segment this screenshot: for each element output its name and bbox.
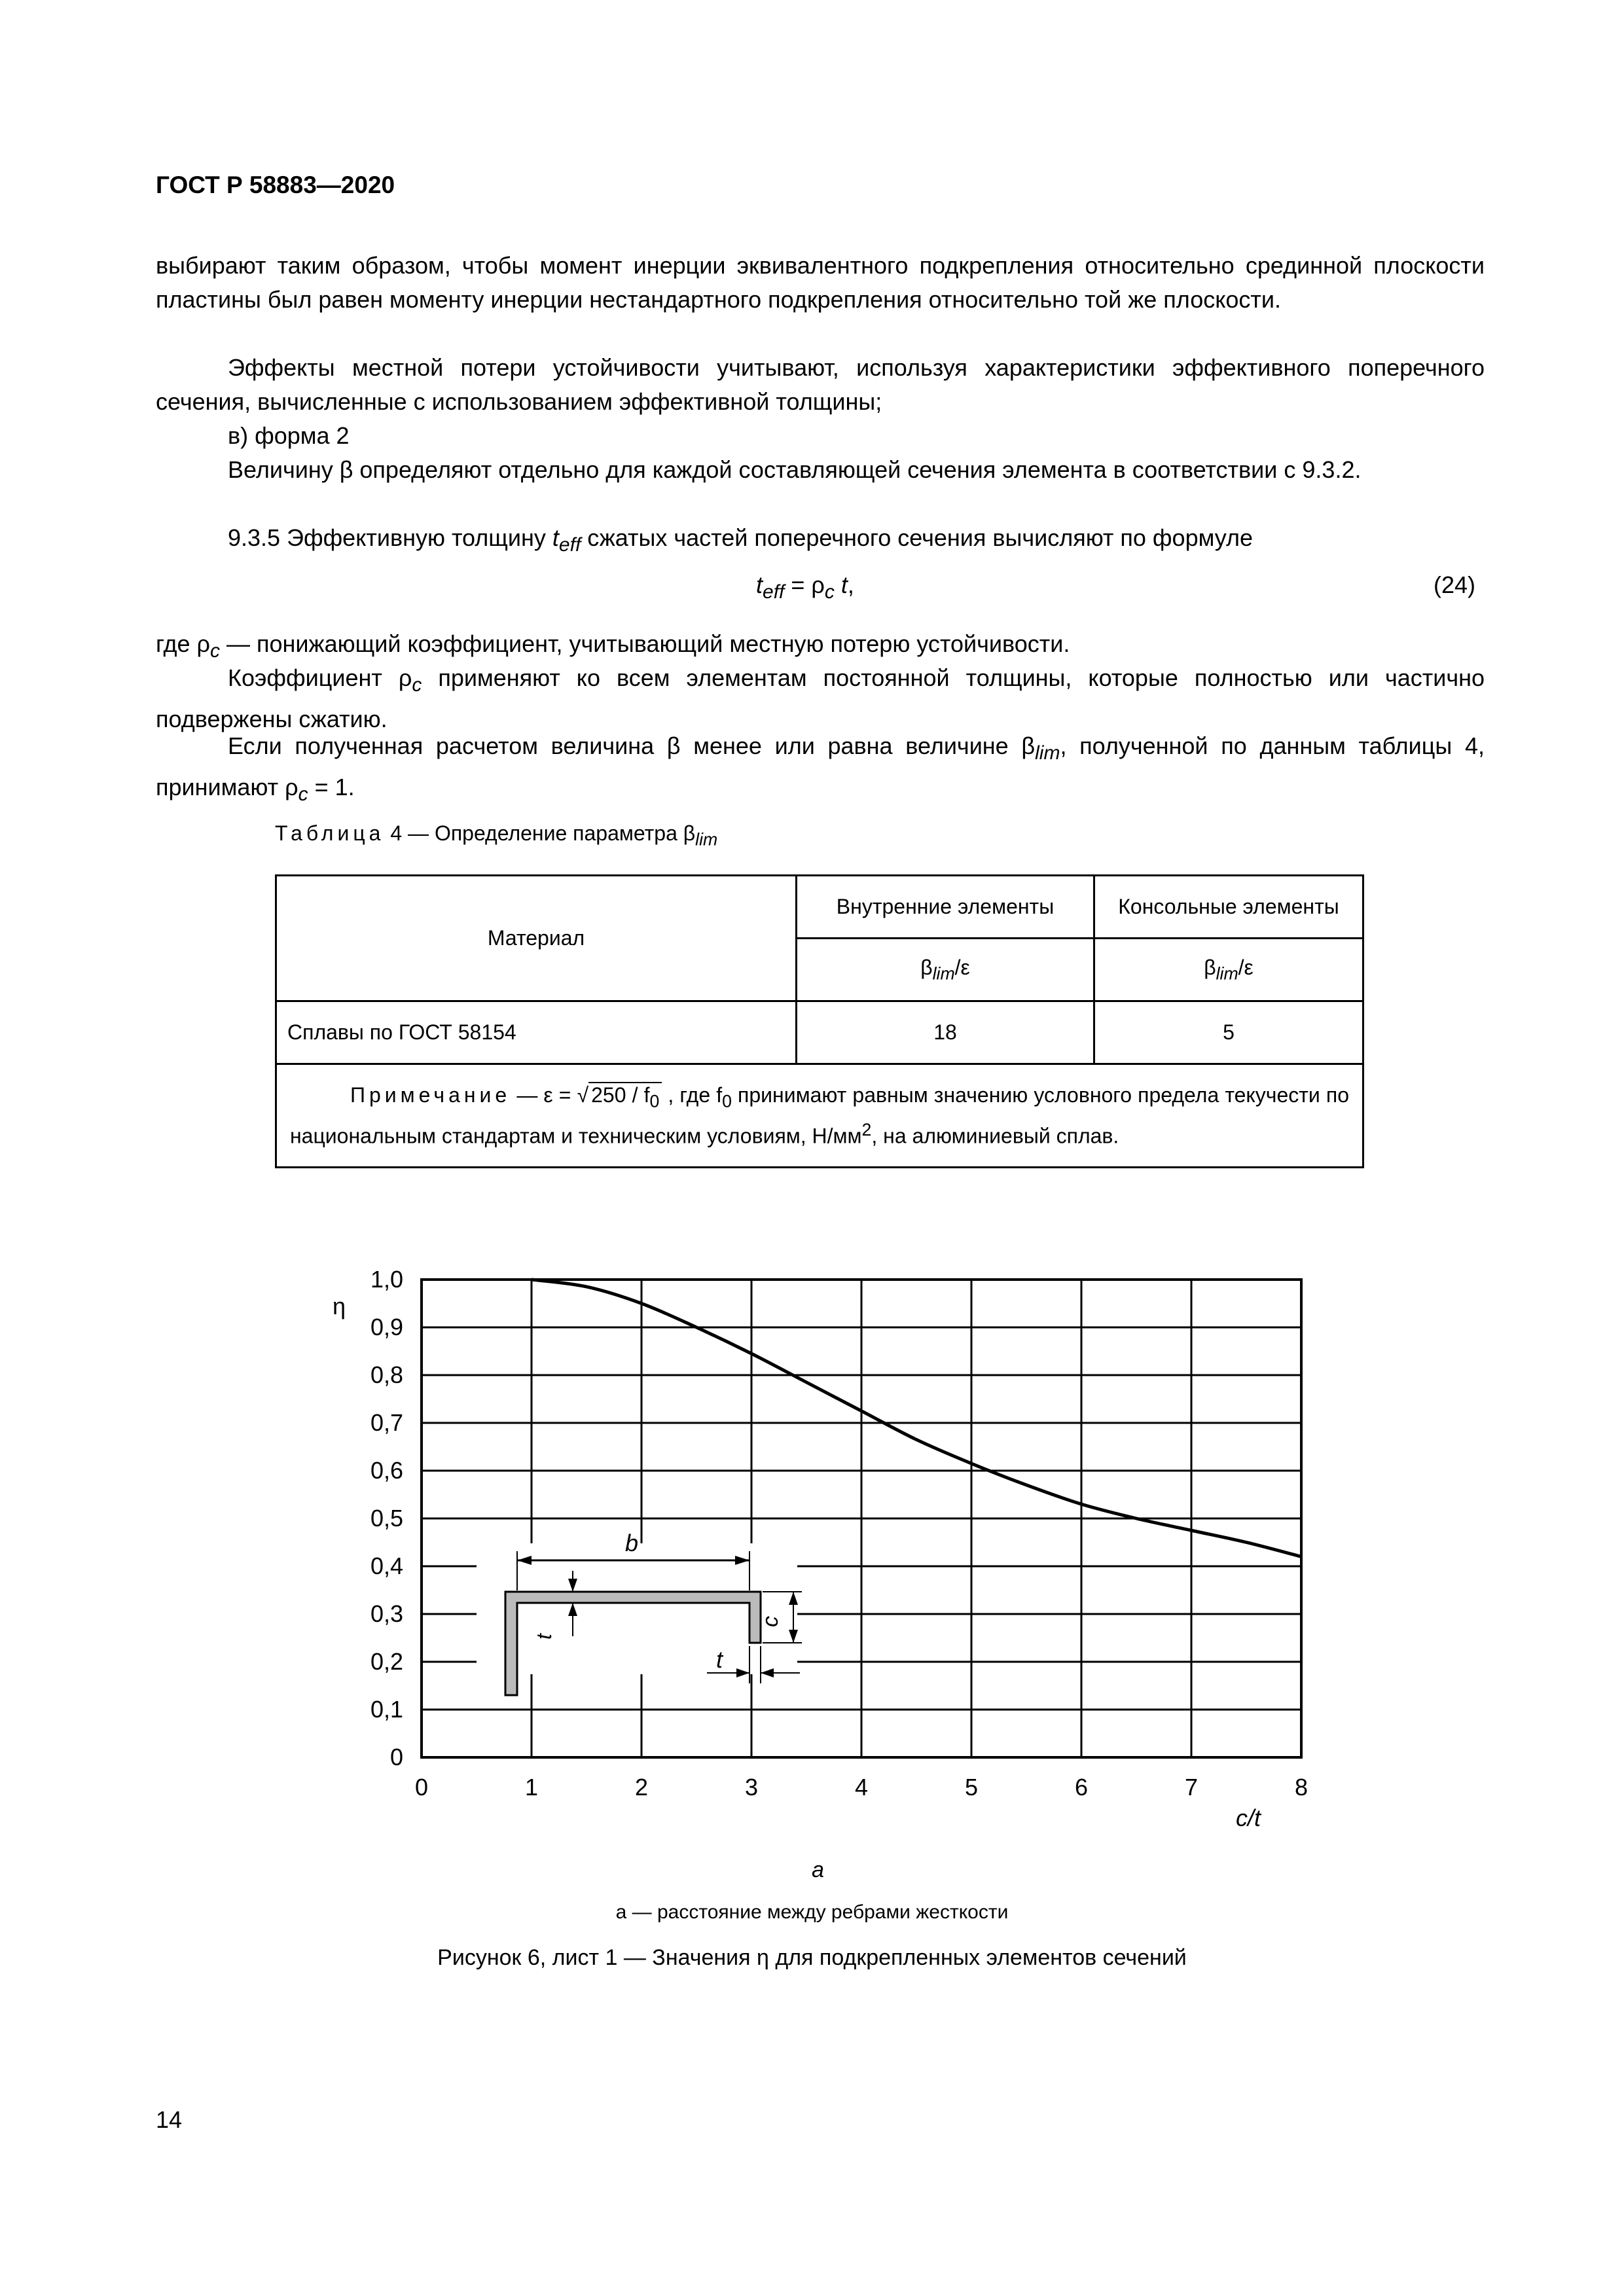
y-tick-label: 0,8 [370, 1361, 403, 1388]
page-number: 14 [156, 2106, 183, 2133]
equation-number: (24) [1434, 571, 1476, 598]
dim-label-t-left: t [532, 1634, 556, 1640]
table-caption: Таблица 4 — Определение параметра $\beta_{lim}$ [275, 821, 718, 850]
x-tick-label: 7 [1184, 1774, 1199, 1801]
paragraph-8: Если полученная расчетом величина β менее или равна величине $\beta_{lim}$, полученной по данным таблицы 4, принимают $\rho_c = 1$. [156, 732, 1485, 806]
cell-material: Сплавы по ГОСТ 58154 [276, 1001, 797, 1064]
y-tick-label: 1,0 [370, 1266, 403, 1293]
formula-24: $t_{eff} = \rho_c$ t, [756, 571, 854, 603]
figure-caption: Рисунок 6, лист 1 — Значения η для подкрепленных элементов сечений [437, 1945, 1187, 1970]
series-line-eta [532, 1280, 1301, 1556]
y-tick-label: 0,9 [370, 1314, 403, 1340]
dim-label-c: c [758, 1616, 783, 1627]
figure-sublabel: а [812, 1857, 824, 1882]
cell-console: 5 [1094, 1001, 1363, 1064]
figure-legend: а — расстояние между ребрами жесткости [615, 1901, 1009, 1923]
x-tick-label: 0 [414, 1774, 429, 1801]
table-note: Примечание — ε = √ $250 / f_0$ , где $f_0$ принимают равным значению условного предела текучести по национальным стандартам и техническим условиям, $Н/мм^2$, на алюминиевый сплав. [276, 1064, 1363, 1168]
header-material: Материал [276, 876, 797, 1001]
x-tick-label: 2 [634, 1774, 649, 1801]
dim-label-b: b [625, 1530, 639, 1556]
x-tick-label: 5 [964, 1774, 979, 1801]
subheader-internal: $\beta_{lim}/\varepsilon$ [797, 939, 1094, 1001]
chart-grid [422, 1280, 1301, 1757]
dim-label-t-right: t [716, 1646, 723, 1673]
y-tick-label: 0,2 [370, 1648, 403, 1675]
document-header: ГОСТ Р 58883—2020 [156, 171, 395, 198]
subheader-console: $\beta_{lim}/\varepsilon$ [1094, 939, 1363, 1001]
y-tick-label: 0,6 [370, 1457, 403, 1484]
paragraph-3: в) форма 2 [228, 422, 350, 449]
paragraph-2: Эффекты местной потери устойчивости учитывают, используя характеристики эффективного поперечного сечения, вычисленные с использованием эффективной толщины; [156, 354, 1485, 415]
y-tick-label: 0,7 [370, 1409, 403, 1436]
y-tick-label: 0,1 [370, 1696, 403, 1723]
x-tick-label: 1 [524, 1774, 539, 1801]
paragraph-4: Величину β определяют отдельно для каждой составляющей сечения элемента в соответствии с 9.3.2. [228, 456, 1362, 483]
x-axis-label: c/t [1236, 1804, 1261, 1831]
x-tick-label: 8 [1294, 1774, 1308, 1801]
paragraph-7: Коэффициент $\rho_c$ применяют ко всем элементам постоянной толщины, которые полностью или частично подвержены сжатию. [156, 664, 1485, 733]
x-tick-label: 4 [854, 1774, 869, 1801]
paragraph-1: выбирают таким образом, чтобы момент инерции эквивалентного подкрепления относительно срединной плоскости пластины был равен моменту инерции нестандартного подкрепления относительно той же плоскости. [156, 252, 1485, 313]
y-tick-label: 0,4 [370, 1552, 403, 1579]
header-console: Консольные элементы [1094, 876, 1363, 939]
y-tick-label: 0,5 [370, 1505, 403, 1532]
paragraph-5: 9.3.5 Эффективную толщину $t_{eff}$ сжатых частей поперечного сечения вычисляют по формуле [228, 524, 1253, 556]
y-axis-label: η [333, 1293, 346, 1319]
paragraph-6: где $\rho_c$ — понижающий коэффициент, учитывающий местную потерю устойчивости. [156, 630, 1070, 662]
y-tick-label: 0 [389, 1744, 403, 1770]
x-tick-label: 3 [744, 1774, 759, 1801]
y-tick-label: 0,3 [370, 1600, 403, 1627]
x-tick-label: 6 [1074, 1774, 1089, 1801]
section-sketch [477, 1530, 802, 1695]
header-internal: Внутренние элементы [797, 876, 1094, 939]
cell-internal: 18 [797, 1001, 1094, 1064]
